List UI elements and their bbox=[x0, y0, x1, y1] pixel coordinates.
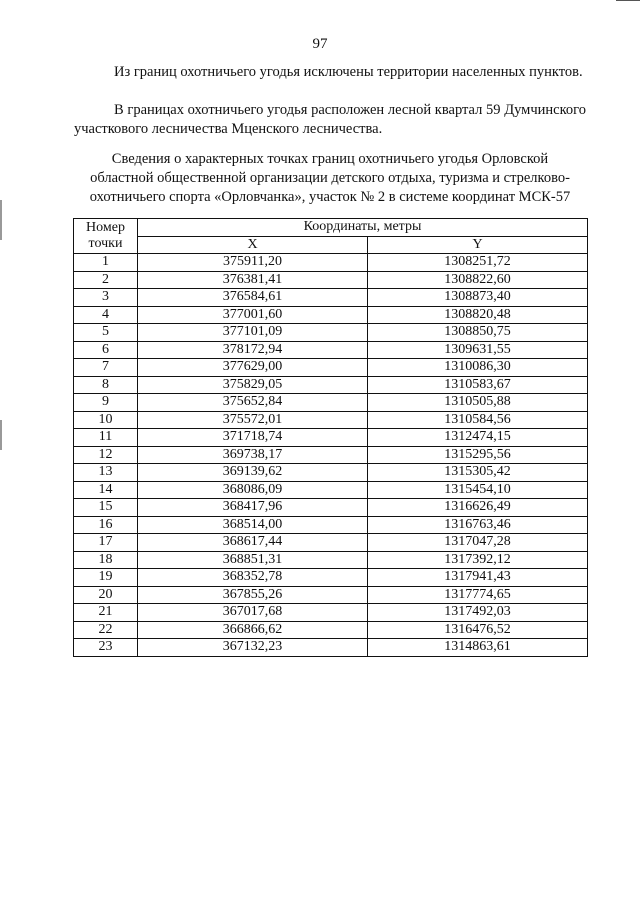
x-coordinate-cell: 376381,41 bbox=[138, 271, 368, 289]
table-row bbox=[74, 569, 588, 587]
x-coordinate-cell: 369738,17 bbox=[138, 446, 368, 464]
y-coordinate-cell: 1315305,42 bbox=[368, 464, 588, 482]
caption-line: Сведения о характерных точках границ охотничьего угодья Орловской bbox=[111, 151, 549, 167]
header-coordinates: Координаты, метры bbox=[138, 219, 588, 237]
y-coordinate-cell: 1310584,56 bbox=[368, 411, 588, 429]
table-body bbox=[74, 254, 588, 657]
table-row bbox=[74, 341, 588, 359]
point-number-cell: 9 bbox=[74, 394, 138, 412]
y-coordinate-cell: 1317047,28 bbox=[368, 534, 588, 552]
table-row bbox=[74, 446, 588, 464]
point-number-cell: 3 bbox=[74, 289, 138, 307]
caption-line: областной общественной организации детского отдыха, туризма и стрелково- bbox=[90, 170, 570, 186]
x-coordinate-cell: 375911,20 bbox=[138, 254, 368, 272]
point-number-cell: 17 bbox=[74, 534, 138, 552]
y-coordinate-cell: 1312474,15 bbox=[368, 429, 588, 447]
x-coordinate-cell: 375652,84 bbox=[138, 394, 368, 412]
y-coordinate-cell: 1316476,52 bbox=[368, 621, 588, 639]
table-row bbox=[74, 499, 588, 517]
y-coordinate-cell: 1314863,61 bbox=[368, 639, 588, 657]
table-row bbox=[74, 324, 588, 342]
paragraph-exclusions: Из границ охотничьего угодья исключены территории населенных пунктов. bbox=[114, 64, 583, 80]
x-coordinate-cell: 375572,01 bbox=[138, 411, 368, 429]
caption-line: охотничьего спорта «Орловчанка», участок № 2 в системе координат МСК-57 bbox=[89, 189, 571, 205]
table-row bbox=[74, 551, 588, 569]
y-coordinate-cell: 1316626,49 bbox=[368, 499, 588, 517]
table-row bbox=[74, 271, 588, 289]
point-number-cell: 2 bbox=[74, 271, 138, 289]
scan-edge-mark bbox=[0, 420, 2, 450]
x-coordinate-cell: 368617,44 bbox=[138, 534, 368, 552]
point-number-cell: 4 bbox=[74, 306, 138, 324]
x-coordinate-cell: 371718,74 bbox=[138, 429, 368, 447]
x-coordinate-cell: 367017,68 bbox=[138, 604, 368, 622]
y-coordinate-cell: 1317774,65 bbox=[368, 586, 588, 604]
scan-corner-mark bbox=[616, 0, 640, 4]
y-coordinate-cell: 1317941,43 bbox=[368, 569, 588, 587]
point-number-cell: 6 bbox=[74, 341, 138, 359]
table-row bbox=[74, 464, 588, 482]
table-row bbox=[74, 481, 588, 499]
y-coordinate-cell: 1308251,72 bbox=[368, 254, 588, 272]
header-point-number: Номер точки bbox=[74, 219, 138, 254]
point-number-cell: 13 bbox=[74, 464, 138, 482]
y-coordinate-cell: 1308820,48 bbox=[368, 306, 588, 324]
table-row bbox=[74, 429, 588, 447]
point-number-cell: 14 bbox=[74, 481, 138, 499]
y-coordinate-cell: 1308850,75 bbox=[368, 324, 588, 342]
table-row bbox=[74, 516, 588, 534]
x-coordinate-cell: 367132,23 bbox=[138, 639, 368, 657]
table-row bbox=[74, 289, 588, 307]
table-row bbox=[74, 359, 588, 377]
y-coordinate-cell: 1316763,46 bbox=[368, 516, 588, 534]
point-number-cell: 21 bbox=[74, 604, 138, 622]
x-coordinate-cell: 368352,78 bbox=[138, 569, 368, 587]
x-coordinate-cell: 368851,31 bbox=[138, 551, 368, 569]
point-number-cell: 22 bbox=[74, 621, 138, 639]
table-row bbox=[74, 604, 588, 622]
point-number-cell: 19 bbox=[74, 569, 138, 587]
point-number-cell: 11 bbox=[74, 429, 138, 447]
x-coordinate-cell: 366866,62 bbox=[138, 621, 368, 639]
point-number-cell: 15 bbox=[74, 499, 138, 517]
point-number-cell: 7 bbox=[74, 359, 138, 377]
scan-edge-mark bbox=[0, 200, 2, 240]
page-number: 97 bbox=[312, 36, 328, 52]
table-row bbox=[74, 411, 588, 429]
x-coordinate-cell: 368514,00 bbox=[138, 516, 368, 534]
y-coordinate-cell: 1308822,60 bbox=[368, 271, 588, 289]
point-number-cell: 5 bbox=[74, 324, 138, 342]
x-coordinate-cell: 376584,61 bbox=[138, 289, 368, 307]
table-row bbox=[74, 586, 588, 604]
x-coordinate-cell: 378172,94 bbox=[138, 341, 368, 359]
y-coordinate-cell: 1310086,30 bbox=[368, 359, 588, 377]
x-coordinate-cell: 375829,05 bbox=[138, 376, 368, 394]
y-coordinate-cell: 1308873,40 bbox=[368, 289, 588, 307]
table-caption bbox=[60, 150, 600, 207]
point-number-cell: 20 bbox=[74, 586, 138, 604]
table-row bbox=[74, 639, 588, 657]
x-coordinate-cell: 367855,26 bbox=[138, 586, 368, 604]
x-coordinate-cell: 377101,09 bbox=[138, 324, 368, 342]
point-number-cell: 8 bbox=[74, 376, 138, 394]
table-row bbox=[74, 534, 588, 552]
y-coordinate-cell: 1310505,88 bbox=[368, 394, 588, 412]
y-coordinate-cell: 1317392,12 bbox=[368, 551, 588, 569]
x-coordinate-cell: 368417,96 bbox=[138, 499, 368, 517]
y-coordinate-cell: 1317492,03 bbox=[368, 604, 588, 622]
y-coordinate-cell: 1315454,10 bbox=[368, 481, 588, 499]
table-row bbox=[74, 394, 588, 412]
header-x: X bbox=[138, 236, 368, 254]
y-coordinate-cell: 1309631,55 bbox=[368, 341, 588, 359]
x-coordinate-cell: 377629,00 bbox=[138, 359, 368, 377]
x-coordinate-cell: 368086,09 bbox=[138, 481, 368, 499]
table-row bbox=[74, 376, 588, 394]
table-row bbox=[74, 254, 588, 272]
x-coordinate-cell: 377001,60 bbox=[138, 306, 368, 324]
table-row bbox=[74, 306, 588, 324]
point-number-cell: 23 bbox=[74, 639, 138, 657]
header-y: Y bbox=[368, 236, 588, 254]
y-coordinate-cell: 1310583,67 bbox=[368, 376, 588, 394]
point-number-cell: 12 bbox=[74, 446, 138, 464]
point-number-cell: 16 bbox=[74, 516, 138, 534]
paragraph-forest-block: В границах охотничьего угодья расположен лесной квартал 59 Думчинского участкового лесничества Мценского лесничества. bbox=[74, 102, 586, 137]
y-coordinate-cell: 1315295,56 bbox=[368, 446, 588, 464]
point-number-cell: 18 bbox=[74, 551, 138, 569]
table-row bbox=[74, 621, 588, 639]
coordinates-table bbox=[73, 218, 588, 657]
x-coordinate-cell: 369139,62 bbox=[138, 464, 368, 482]
point-number-cell: 1 bbox=[74, 254, 138, 272]
point-number-cell: 10 bbox=[74, 411, 138, 429]
